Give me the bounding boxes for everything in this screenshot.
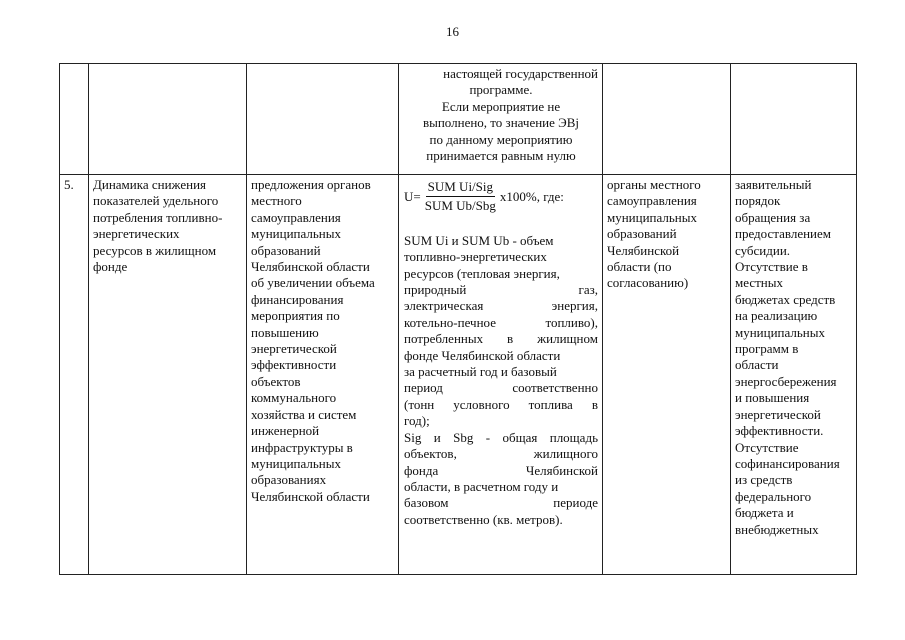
text-line: органы местного bbox=[607, 177, 701, 192]
text-line: муниципальных bbox=[251, 455, 342, 471]
text-line: ресурсов в жилищном bbox=[93, 242, 217, 258]
text-line: коммунального bbox=[251, 390, 337, 406]
text-line: показателей удельного bbox=[93, 193, 219, 209]
text-line: Динамика снижения bbox=[93, 177, 207, 192]
text-line: предоставлением bbox=[735, 226, 832, 242]
text-line: Отсутствие bbox=[735, 439, 799, 455]
text-line: образованиях bbox=[251, 472, 327, 488]
text-line: образований bbox=[251, 242, 321, 258]
text-line: принимается равным нулю bbox=[426, 148, 576, 164]
text-line: топливно-энергетических bbox=[404, 249, 547, 265]
text-line: программе. bbox=[469, 82, 533, 98]
text-line: настоящей государственной bbox=[443, 66, 598, 81]
text-line: природный газ, bbox=[404, 282, 598, 298]
text-line: местного bbox=[251, 193, 302, 209]
cell-calculation-method bbox=[399, 175, 603, 575]
text-line: внебюджетных bbox=[735, 521, 819, 537]
formula-denominator: SUM Ub/Sbg bbox=[424, 198, 496, 214]
formula-fraction bbox=[423, 179, 498, 215]
page-number: 16 bbox=[446, 24, 459, 39]
cell-source-empty bbox=[247, 64, 399, 175]
text-line: за расчетный год и базовый bbox=[404, 364, 557, 380]
text-line: заявительный bbox=[735, 177, 812, 192]
text-line: Отсутствие в bbox=[735, 259, 808, 275]
text-line: электрическая энергия, bbox=[404, 298, 598, 314]
formula-rhs: x100%, где: bbox=[499, 188, 564, 204]
text-line: объектов bbox=[251, 373, 301, 389]
formula bbox=[404, 179, 598, 215]
text-line: ресурсов (тепловая энергия, bbox=[404, 265, 560, 281]
text-line: Челябинской области bbox=[251, 488, 370, 504]
cell-number-empty bbox=[60, 64, 89, 175]
text-line: Челябинской bbox=[607, 242, 680, 258]
text-line: на реализацию bbox=[735, 308, 818, 324]
cell-responsible-empty bbox=[603, 64, 731, 175]
text-line: потребленных в жилищном bbox=[404, 331, 598, 347]
text-line: области, в расчетном году и bbox=[404, 478, 559, 494]
table-row-5 bbox=[60, 175, 857, 575]
text-line: об увеличении объема bbox=[251, 275, 375, 291]
cell-method-continuation bbox=[399, 64, 603, 175]
text-line: федерального bbox=[735, 488, 812, 504]
text-line: инфраструктуры в bbox=[251, 439, 353, 455]
table-row-continuation bbox=[60, 64, 857, 175]
text-line: муниципальных bbox=[607, 209, 698, 225]
text-line: по данному мероприятию bbox=[429, 131, 573, 147]
text-line: бюджета и bbox=[735, 505, 794, 521]
formula-numerator: SUM Ui/Sig bbox=[426, 179, 495, 197]
cell-data-source bbox=[247, 175, 399, 575]
indicators-table bbox=[59, 63, 857, 575]
text-line: Sig и Sbg - общая площадь bbox=[404, 429, 598, 445]
text-line: период соответственно bbox=[404, 380, 598, 396]
text-line: бюджетах средств bbox=[735, 291, 836, 307]
text-line: котельно-печное топливо), bbox=[404, 314, 598, 330]
text-line: выполнено, то значение ЭВj bbox=[422, 115, 580, 131]
text-line: согласованию) bbox=[607, 275, 689, 291]
cell-name-empty bbox=[89, 64, 247, 175]
cell-responsible bbox=[603, 175, 731, 575]
text-line: фонде Челябинской области bbox=[404, 347, 561, 363]
text-line: субсидии. bbox=[735, 242, 791, 258]
text-line: энергосбережения bbox=[735, 373, 837, 389]
text-line: фонде bbox=[93, 259, 128, 275]
text-line: из средств bbox=[735, 472, 793, 488]
text-line: соответственно (кв. метров). bbox=[404, 511, 563, 527]
cell-notes bbox=[731, 175, 857, 575]
text-line: области (по bbox=[607, 259, 672, 275]
text-line: фонда Челябинской bbox=[404, 462, 598, 478]
text-line: эффективности bbox=[251, 357, 337, 373]
text-line: хозяйства и систем bbox=[251, 406, 357, 422]
cell-notes-empty bbox=[731, 64, 857, 175]
text-line: инженерной bbox=[251, 423, 320, 439]
text-line: энергетических bbox=[93, 226, 180, 242]
cell-row-number: 5. bbox=[60, 175, 89, 575]
text-line: энергетической bbox=[735, 406, 821, 422]
text-line: предложения органов bbox=[251, 177, 371, 192]
text-line: Если мероприятие не bbox=[441, 98, 561, 114]
cell-indicator-name bbox=[89, 175, 247, 575]
text-line: порядок bbox=[735, 193, 781, 209]
text-line: финансирования bbox=[251, 291, 344, 307]
text-line: местных bbox=[735, 275, 783, 291]
text-line: год); bbox=[404, 413, 430, 429]
text-line: самоуправления bbox=[251, 209, 341, 225]
text-line: и повышения bbox=[735, 390, 810, 406]
text-line: базовом периоде bbox=[404, 495, 598, 511]
text-line: области bbox=[735, 357, 779, 373]
text-line: образований bbox=[607, 226, 677, 242]
text-line: самоуправления bbox=[607, 193, 697, 209]
text-line: обращения за bbox=[735, 209, 811, 225]
text-line: мероприятия по bbox=[251, 308, 340, 324]
text-line: муниципальных bbox=[735, 324, 826, 340]
formula-lhs: U= bbox=[404, 188, 421, 204]
text-line: Челябинской области bbox=[251, 259, 370, 275]
text-line: (тонн условного топлива в bbox=[404, 396, 598, 412]
text-line: муниципальных bbox=[251, 226, 342, 242]
text-line: софинансирования bbox=[735, 455, 840, 471]
text-line: программ в bbox=[735, 341, 799, 357]
text-line: объектов, жилищного bbox=[404, 446, 598, 462]
text-line: эффективности. bbox=[735, 423, 824, 439]
text-line: SUM Ui и SUM Ub - объем bbox=[404, 232, 554, 248]
text-line: энергетической bbox=[251, 341, 337, 357]
text-line: повышению bbox=[251, 324, 319, 340]
text-line: потребления топливно- bbox=[93, 209, 223, 225]
